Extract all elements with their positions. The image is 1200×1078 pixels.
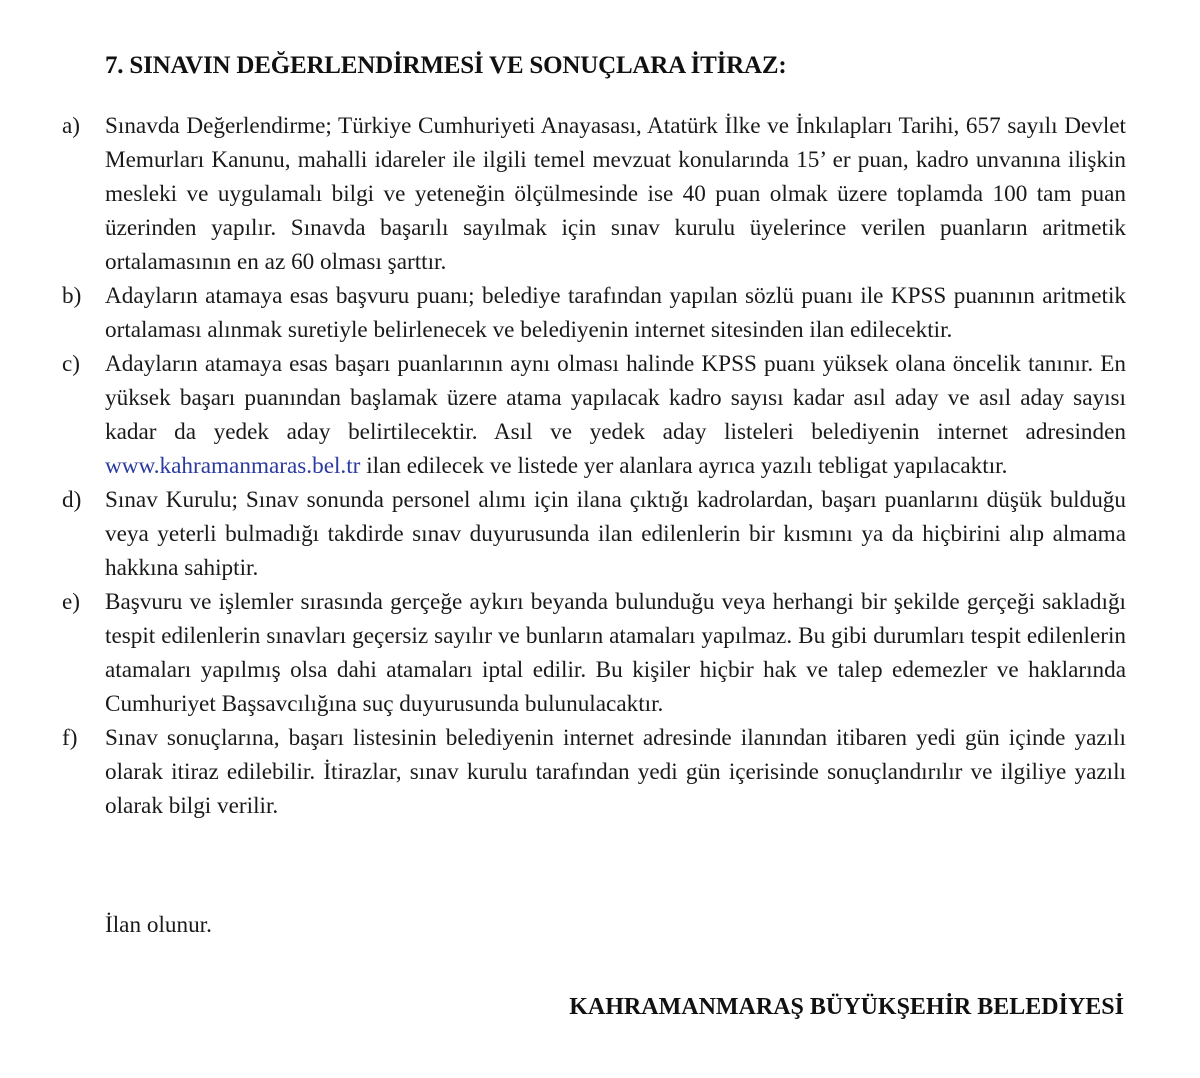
municipality-website-link[interactable]: www.kahramanmaras.bel.tr bbox=[105, 453, 361, 479]
item-label: e) bbox=[62, 589, 81, 615]
list-item-e bbox=[62, 585, 1126, 721]
list-item-d bbox=[62, 483, 1126, 585]
item-label: f) bbox=[62, 725, 78, 751]
item-text: Sınavda Değerlendirme; Türkiye Cumhuriyeti Anayasası, Atatürk İlke ve İnkılapları Tarihi, 657 sayılı Devlet Memurları Kanunu, mahalli idareler ile ilgili temel mevzuat konularında 15’ er puan, kadro unvanına ilişkin mesleki ve uygulamalı bilgi ve yeteneğin ölçülmesinde ise 40 puan olmak üzere toplamda 100 tam puan üzerinden yapılır. Sınavda başarılı sayılmak için sınav kurulu üyelerince verilen puanların aritmetik ortalamasının en az 60 olması şarttır. bbox=[105, 113, 1126, 275]
item-label: b) bbox=[62, 283, 82, 309]
item-text-before-link: Adayların atamaya esas başarı puanlarının aynı olması halinde KPSS puanı yüksek olana öncelik tanınır. En yüksek başarı puanından başlamak üzere atama yapılacak kadro sayısı kadar asıl aday ve asıl aday sayısı kadar da yedek aday belirtilecektir. Asıl ve yedek aday listeleri belediyenin internet adresinden bbox=[105, 351, 1126, 445]
list-item-f bbox=[62, 721, 1126, 823]
item-label: a) bbox=[62, 113, 81, 139]
item-text: Sınav Kurulu; Sınav sonunda personel alımı için ilana çıktığı kadrolardan, başarı puanlarını düşük bulduğu veya yeterli bulmadığı takdirde sınav duyurusunda ilan edilenlerin bir kısmını ya da hiçbirini alıp almama hakkına sahiptir. bbox=[105, 487, 1126, 581]
item-text-after-link: ilan edilecek ve listede yer alanlara ayrıca yazılı tebligat yapılacaktır. bbox=[360, 453, 1008, 479]
item-label: c) bbox=[62, 351, 81, 377]
item-text: Sınav sonuçlarına, başarı listesinin belediyenin internet adresinde ilanından itibaren yedi gün içinde yazılı olarak itiraz edilebilir. İtirazlar, sınav kurulu tarafından yedi gün içerisinde sonuçlandırılır ve ilgiliye yazılı olarak bilgi verilir. bbox=[105, 725, 1126, 819]
list-item-a bbox=[62, 109, 1126, 279]
item-text: Adayların atamaya esas başvuru puanı; belediye tarafından yapılan sözlü puanı ile KPSS puanının aritmetik ortalaması alınmak suretiyle belirlenecek ve belediyenin internet sitesinden ilan edilecektir. bbox=[105, 283, 1126, 343]
item-list bbox=[62, 109, 1126, 823]
section-title: 7. SINAVIN DEĞERLENDİRMESİ VE SONUÇLARA İTİRAZ: bbox=[105, 52, 787, 79]
signature-authority: KAHRAMANMARAŞ BÜYÜKŞEHİR BELEDİYESİ bbox=[569, 994, 1124, 1020]
item-label: d) bbox=[62, 487, 82, 513]
item-text: Başvuru ve işlemler sırasında gerçeğe aykırı beyanda bulunduğu veya herhangi bir şekilde gerçeği sakladığı tespit edilenlerin sınavları geçersiz sayılır ve bunların atamaları yapılmaz. Bu gibi durumları tespit edilenlerin atamaları yapılmış olsa dahi atamaları iptal edilir. Bu kişiler hiçbir hak ve talep edemezler ve haklarında Cumhuriyet Başsavcılığına suç duyurusunda bulunulacaktır. bbox=[105, 589, 1126, 717]
closing-statement: İlan olunur. bbox=[105, 912, 212, 938]
item-text bbox=[105, 347, 1126, 483]
list-item-b bbox=[62, 279, 1126, 347]
list-item-c bbox=[62, 347, 1126, 483]
